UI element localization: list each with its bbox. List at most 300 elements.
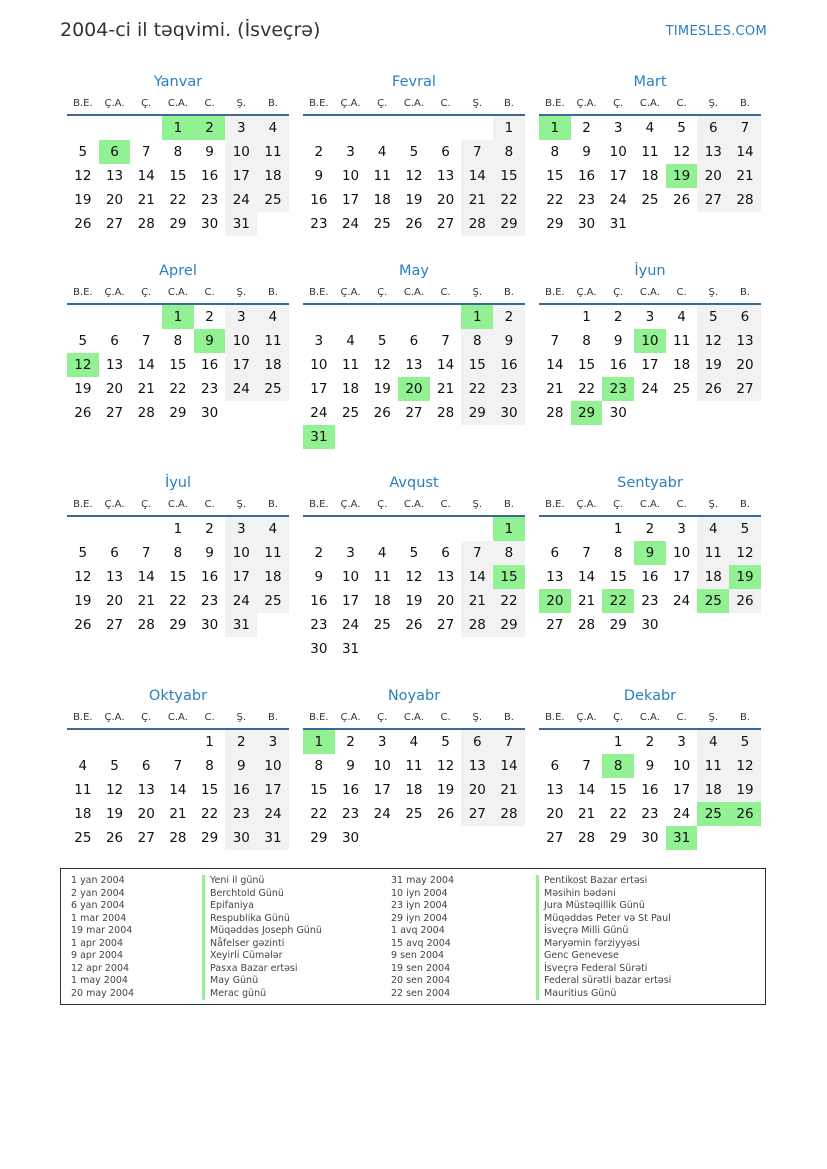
day-cell: 17 — [225, 164, 257, 188]
weekday-label: B.E. — [309, 499, 329, 510]
day-cell: 1 — [493, 517, 525, 541]
day-cell: 19 — [74, 593, 92, 609]
day-cell: 19 — [437, 782, 455, 798]
weekday-label: C. — [440, 287, 451, 298]
empty-cell — [539, 517, 571, 541]
day-cell: 10 — [257, 754, 289, 778]
month-7 — [303, 472, 525, 661]
week-row — [67, 188, 289, 212]
empty-cell — [398, 425, 430, 449]
empty-cell — [666, 212, 698, 236]
holiday-name: Müqəddəs Joseph Günü — [202, 925, 322, 938]
day-cell: 4 — [697, 517, 729, 541]
weekday-label: B. — [503, 499, 514, 510]
day-cell: 15 — [201, 782, 219, 798]
day-cell: 18 — [641, 168, 659, 184]
day-cell: 19 — [697, 353, 729, 377]
week-row — [303, 140, 525, 164]
day-cell: 14 — [546, 357, 564, 373]
day-cell: 25 — [697, 589, 729, 613]
day-cell: 13 — [105, 357, 124, 373]
day-cell: 27 — [105, 216, 124, 232]
weekday-label: Ş. — [472, 499, 483, 510]
day-cell: 16 — [577, 168, 596, 184]
holiday-name: Məsihin bədəni — [536, 888, 671, 901]
day-cell: 19 — [105, 806, 124, 822]
weekday-label: Ç.A. — [104, 98, 125, 109]
day-cell: 12 — [405, 569, 423, 585]
day-cell: 28 — [137, 405, 155, 421]
day-cell: 25 — [341, 405, 360, 421]
day-cell: 5 — [78, 545, 88, 561]
week-row — [67, 565, 289, 589]
day-cell: 20 — [697, 164, 729, 188]
day-cell: 22 — [609, 806, 627, 822]
holiday-date: 23 iyn 2004 — [391, 900, 448, 911]
week-row — [539, 305, 761, 329]
day-cell: 10 — [673, 545, 691, 561]
day-cell: 2 — [314, 144, 324, 160]
weekday-label: B. — [739, 287, 750, 298]
day-cell: 11 — [257, 329, 289, 353]
week-row — [539, 730, 761, 754]
day-cell: 14 — [729, 140, 761, 164]
empty-cell — [366, 637, 398, 661]
month-name: Aprel — [159, 263, 197, 279]
month-0 — [67, 71, 289, 236]
day-cell: 11 — [74, 782, 92, 798]
day-cell: 24 — [225, 589, 257, 613]
day-cell: 29 — [493, 613, 525, 637]
day-cell: 28 — [493, 802, 525, 826]
weekday-label: C.A. — [403, 287, 424, 298]
day-cell: 7 — [729, 116, 761, 140]
weekday-label: Ç.A. — [576, 499, 597, 510]
holiday-date: 31 may 2004 — [391, 875, 455, 886]
holiday-date: 9 sen 2004 — [391, 950, 445, 961]
week-row — [303, 565, 525, 589]
day-cell: 7 — [461, 541, 493, 565]
empty-cell — [130, 517, 162, 541]
weekday-header — [303, 494, 525, 517]
day-cell: 28 — [729, 188, 761, 212]
holiday-date: 1 apr 2004 — [71, 937, 124, 949]
week-row — [67, 826, 289, 850]
weekday-label: Ç.A. — [340, 98, 361, 109]
holiday-date: 19 mar 2004 — [71, 925, 133, 936]
empty-cell — [335, 517, 367, 541]
empty-cell — [67, 116, 99, 140]
day-cell: 20 — [437, 593, 455, 609]
holiday-name: Yeni il günü — [202, 875, 322, 888]
week-row — [539, 589, 761, 613]
day-cell: 1 — [205, 734, 214, 750]
week-row — [539, 541, 761, 565]
day-cell: 15 — [169, 569, 187, 585]
weekday-label: B.E. — [73, 98, 93, 109]
weekday-label: C. — [676, 287, 687, 298]
weekday-label: B.E. — [73, 287, 93, 298]
day-cell: 9 — [314, 569, 324, 585]
day-cell: 12 — [405, 168, 423, 184]
day-cell: 8 — [205, 758, 214, 774]
week-row — [539, 613, 761, 637]
day-cell: 17 — [225, 353, 257, 377]
day-cell: 30 — [641, 617, 659, 633]
day-cell: 23 — [201, 593, 219, 609]
day-cell: 23 — [201, 192, 219, 208]
month-name: İyul — [164, 475, 192, 491]
day-cell: 28 — [137, 216, 155, 232]
day-cell: 17 — [609, 168, 627, 184]
empty-cell — [493, 826, 525, 850]
weekday-header — [303, 282, 525, 305]
empty-cell — [430, 517, 462, 541]
day-cell: 6 — [461, 730, 493, 754]
day-cell: 18 — [257, 565, 289, 589]
day-cell: 28 — [546, 405, 564, 421]
day-cell: 11 — [257, 541, 289, 565]
day-cell: 22 — [546, 192, 564, 208]
weekday-label: Ş. — [236, 287, 247, 298]
empty-cell — [99, 517, 131, 541]
empty-cell — [571, 730, 603, 754]
day-cell: 1 — [162, 305, 194, 329]
day-cell: 16 — [641, 782, 659, 798]
week-row — [303, 754, 525, 778]
day-cell: 8 — [602, 754, 634, 778]
week-row — [303, 826, 525, 850]
day-cell: 25 — [641, 192, 659, 208]
week-row — [539, 188, 761, 212]
day-cell: 12 — [74, 168, 92, 184]
day-cell: 5 — [697, 305, 729, 329]
empty-cell — [461, 116, 493, 140]
weekday-label: B.E. — [545, 287, 565, 298]
week-row — [303, 802, 525, 826]
week-row — [539, 329, 761, 353]
day-cell: 21 — [461, 188, 493, 212]
weekday-label: Ş. — [472, 98, 483, 109]
holiday-name: Xeyirli Cümələr — [202, 950, 322, 963]
weekday-label: C. — [676, 712, 687, 723]
day-cell: 6 — [441, 144, 450, 160]
day-cell: 12 — [729, 754, 761, 778]
day-cell: 22 — [201, 806, 219, 822]
day-cell: 14 — [461, 565, 493, 589]
day-cell: 1 — [539, 116, 571, 140]
day-cell: 29 — [609, 617, 627, 633]
week-row — [67, 329, 289, 353]
day-cell: 23 — [641, 806, 659, 822]
day-cell: 17 — [641, 357, 659, 373]
empty-cell — [729, 613, 761, 637]
weekday-header — [67, 93, 289, 116]
day-cell: 16 — [201, 569, 219, 585]
day-cell: 21 — [577, 806, 596, 822]
week-row — [539, 140, 761, 164]
weekday-label: Ç. — [377, 287, 388, 298]
day-cell: 18 — [697, 778, 729, 802]
legend-names-col-1 — [202, 875, 322, 1000]
week-row — [303, 377, 525, 401]
weekday-label: Ç. — [141, 98, 152, 109]
weekday-header — [539, 707, 761, 730]
weekday-header — [539, 494, 761, 517]
day-cell: 27 — [729, 377, 761, 401]
empty-cell — [430, 826, 462, 850]
weekday-label: Ç. — [613, 712, 624, 723]
day-cell: 24 — [310, 405, 328, 421]
empty-cell — [130, 305, 162, 329]
day-cell: 24 — [673, 593, 691, 609]
day-cell: 8 — [173, 144, 183, 160]
weekday-label: B. — [267, 98, 278, 109]
weekday-label: Ç. — [141, 287, 152, 298]
day-cell: 4 — [697, 730, 729, 754]
day-cell: 19 — [74, 192, 92, 208]
day-cell: 2 — [205, 521, 214, 537]
day-cell: 7 — [461, 140, 493, 164]
empty-cell — [697, 212, 729, 236]
empty-cell — [697, 401, 729, 425]
day-cell: 24 — [225, 377, 257, 401]
day-cell: 6 — [409, 333, 419, 349]
weekday-label: Ç.A. — [576, 712, 597, 723]
empty-cell — [571, 517, 603, 541]
day-cell: 5 — [377, 333, 387, 349]
day-cell: 31 — [341, 641, 360, 657]
day-cell: 10 — [373, 758, 391, 774]
day-cell: 27 — [697, 188, 729, 212]
week-row — [539, 116, 761, 140]
day-cell: 21 — [437, 381, 455, 397]
day-cell: 6 — [110, 545, 119, 561]
month-name: Noyabr — [387, 688, 441, 704]
weekday-label: C.A. — [639, 287, 660, 298]
day-cell: 6 — [729, 305, 761, 329]
day-cell: 25 — [257, 377, 289, 401]
day-cell: 10 — [341, 569, 360, 585]
day-cell: 20 — [729, 353, 761, 377]
empty-cell — [697, 613, 729, 637]
day-cell: 4 — [257, 116, 289, 140]
empty-cell — [130, 730, 162, 754]
weekday-label: B. — [267, 287, 278, 298]
weekday-label: C. — [440, 712, 451, 723]
day-cell: 7 — [550, 333, 560, 349]
weekday-label: B.E. — [309, 712, 329, 723]
weekday-label: C.A. — [167, 98, 188, 109]
day-cell: 16 — [310, 593, 328, 609]
day-cell: 14 — [461, 164, 493, 188]
day-cell: 28 — [577, 830, 596, 846]
day-cell: 9 — [613, 333, 623, 349]
holiday-date: 1 mar 2004 — [71, 912, 127, 924]
weekday-label: Ç. — [141, 499, 152, 510]
day-cell: 15 — [493, 565, 525, 589]
day-cell: 23 — [602, 377, 634, 401]
weekday-label: B.E. — [545, 499, 565, 510]
holiday-name: May Günü — [202, 975, 322, 988]
empty-cell — [257, 613, 289, 637]
day-cell: 30 — [225, 826, 257, 850]
day-cell: 18 — [405, 782, 423, 798]
empty-cell — [398, 517, 430, 541]
day-cell: 17 — [673, 782, 691, 798]
holiday-name: Genc Genevese — [536, 950, 671, 963]
weekday-label: B. — [739, 98, 750, 109]
day-cell: 1 — [461, 305, 493, 329]
holiday-legend — [60, 868, 766, 1005]
week-row — [303, 778, 525, 802]
empty-cell — [493, 425, 525, 449]
day-cell: 25 — [373, 617, 391, 633]
week-row — [303, 401, 525, 425]
day-cell: 16 — [225, 778, 257, 802]
weekday-label: C.A. — [167, 499, 188, 510]
day-cell: 11 — [257, 140, 289, 164]
weekday-label: Ç. — [613, 287, 624, 298]
empty-cell — [303, 305, 335, 329]
day-cell: 29 — [609, 830, 627, 846]
day-cell: 10 — [341, 168, 360, 184]
week-row — [303, 116, 525, 140]
day-cell: 7 — [141, 545, 151, 561]
day-cell: 4 — [409, 734, 419, 750]
day-cell: 23 — [641, 593, 659, 609]
day-cell: 1 — [613, 521, 623, 537]
day-cell: 1 — [613, 734, 623, 750]
week-row — [303, 353, 525, 377]
day-cell: 9 — [582, 144, 591, 160]
day-cell: 15 — [169, 357, 187, 373]
month-6 — [67, 472, 289, 637]
day-cell: 2 — [346, 734, 355, 750]
day-cell: 14 — [577, 782, 596, 798]
day-cell: 3 — [314, 333, 324, 349]
day-cell: 21 — [577, 593, 596, 609]
weekday-label: Ş. — [236, 712, 247, 723]
day-cell: 16 — [493, 353, 525, 377]
day-cell: 31 — [609, 216, 627, 232]
day-cell: 17 — [373, 782, 391, 798]
day-cell: 18 — [74, 806, 92, 822]
weekday-label: B.E. — [309, 287, 329, 298]
weekday-label: Ç.A. — [104, 499, 125, 510]
week-row — [67, 613, 289, 637]
day-cell: 24 — [609, 192, 627, 208]
empty-cell — [461, 517, 493, 541]
empty-cell — [666, 401, 698, 425]
day-cell: 3 — [677, 521, 686, 537]
day-cell: 8 — [613, 545, 623, 561]
day-cell: 29 — [169, 216, 187, 232]
weekday-label: Ç. — [377, 98, 388, 109]
day-cell: 13 — [105, 168, 124, 184]
day-cell: 26 — [74, 617, 92, 633]
day-cell: 26 — [74, 216, 92, 232]
day-cell: 26 — [405, 216, 423, 232]
day-cell: 8 — [173, 545, 183, 561]
day-cell: 24 — [225, 188, 257, 212]
weekday-label: Ç. — [613, 499, 624, 510]
site-link[interactable]: TIMESLES.COM — [665, 24, 767, 39]
empty-cell — [398, 305, 430, 329]
week-row — [67, 164, 289, 188]
weekday-label: Ç. — [613, 98, 624, 109]
weekday-label: B.E. — [73, 499, 93, 510]
empty-cell — [366, 517, 398, 541]
day-cell: 21 — [493, 778, 525, 802]
week-row — [539, 164, 761, 188]
day-cell: 21 — [546, 381, 564, 397]
holiday-name: Jura Müstəqillik Günü — [536, 900, 671, 913]
day-cell: 20 — [105, 381, 124, 397]
day-cell: 29 — [546, 216, 564, 232]
day-cell: 7 — [582, 545, 591, 561]
day-cell: 28 — [577, 617, 596, 633]
weekday-header — [539, 282, 761, 305]
weekday-label: B. — [503, 712, 514, 723]
day-cell: 14 — [137, 569, 155, 585]
day-cell: 20 — [105, 192, 124, 208]
day-cell: 28 — [437, 405, 455, 421]
day-cell: 15 — [461, 353, 493, 377]
day-cell: 13 — [729, 329, 761, 353]
day-cell: 29 — [461, 401, 493, 425]
day-cell: 15 — [546, 168, 564, 184]
empty-cell — [430, 116, 462, 140]
week-row — [67, 305, 289, 329]
week-row — [539, 401, 761, 425]
day-cell: 8 — [173, 333, 183, 349]
day-cell: 6 — [697, 116, 729, 140]
holiday-date: 1 yan 2004 — [71, 875, 125, 886]
month-3 — [67, 260, 289, 425]
weekday-label: B. — [739, 499, 750, 510]
week-row — [67, 589, 289, 613]
empty-cell — [398, 116, 430, 140]
holiday-name: Respublika Günü — [202, 913, 322, 926]
day-cell: 27 — [105, 405, 124, 421]
day-cell: 20 — [398, 377, 430, 401]
day-cell: 9 — [493, 329, 525, 353]
day-cell: 12 — [105, 782, 124, 798]
holiday-name: Pentikost Bazar ertəsi — [536, 875, 671, 888]
empty-cell — [303, 517, 335, 541]
day-cell: 6 — [550, 758, 560, 774]
weekday-header — [67, 707, 289, 730]
day-cell: 30 — [201, 216, 219, 232]
day-cell: 6 — [99, 140, 131, 164]
day-cell: 22 — [461, 377, 493, 401]
weekday-header — [67, 282, 289, 305]
day-cell: 1 — [173, 521, 183, 537]
day-cell: 20 — [437, 192, 455, 208]
empty-cell — [398, 637, 430, 661]
weekday-label: Ç. — [377, 712, 388, 723]
weekday-label: B. — [267, 712, 278, 723]
day-cell: 12 — [697, 329, 729, 353]
empty-cell — [225, 401, 257, 425]
page-title: 2004-ci il təqvimi. (İsveçrə) — [60, 19, 321, 41]
day-cell: 6 — [441, 545, 450, 561]
day-cell: 16 — [609, 357, 627, 373]
weekday-label: C.A. — [403, 499, 424, 510]
empty-cell — [162, 730, 194, 754]
day-cell: 19 — [729, 565, 761, 589]
